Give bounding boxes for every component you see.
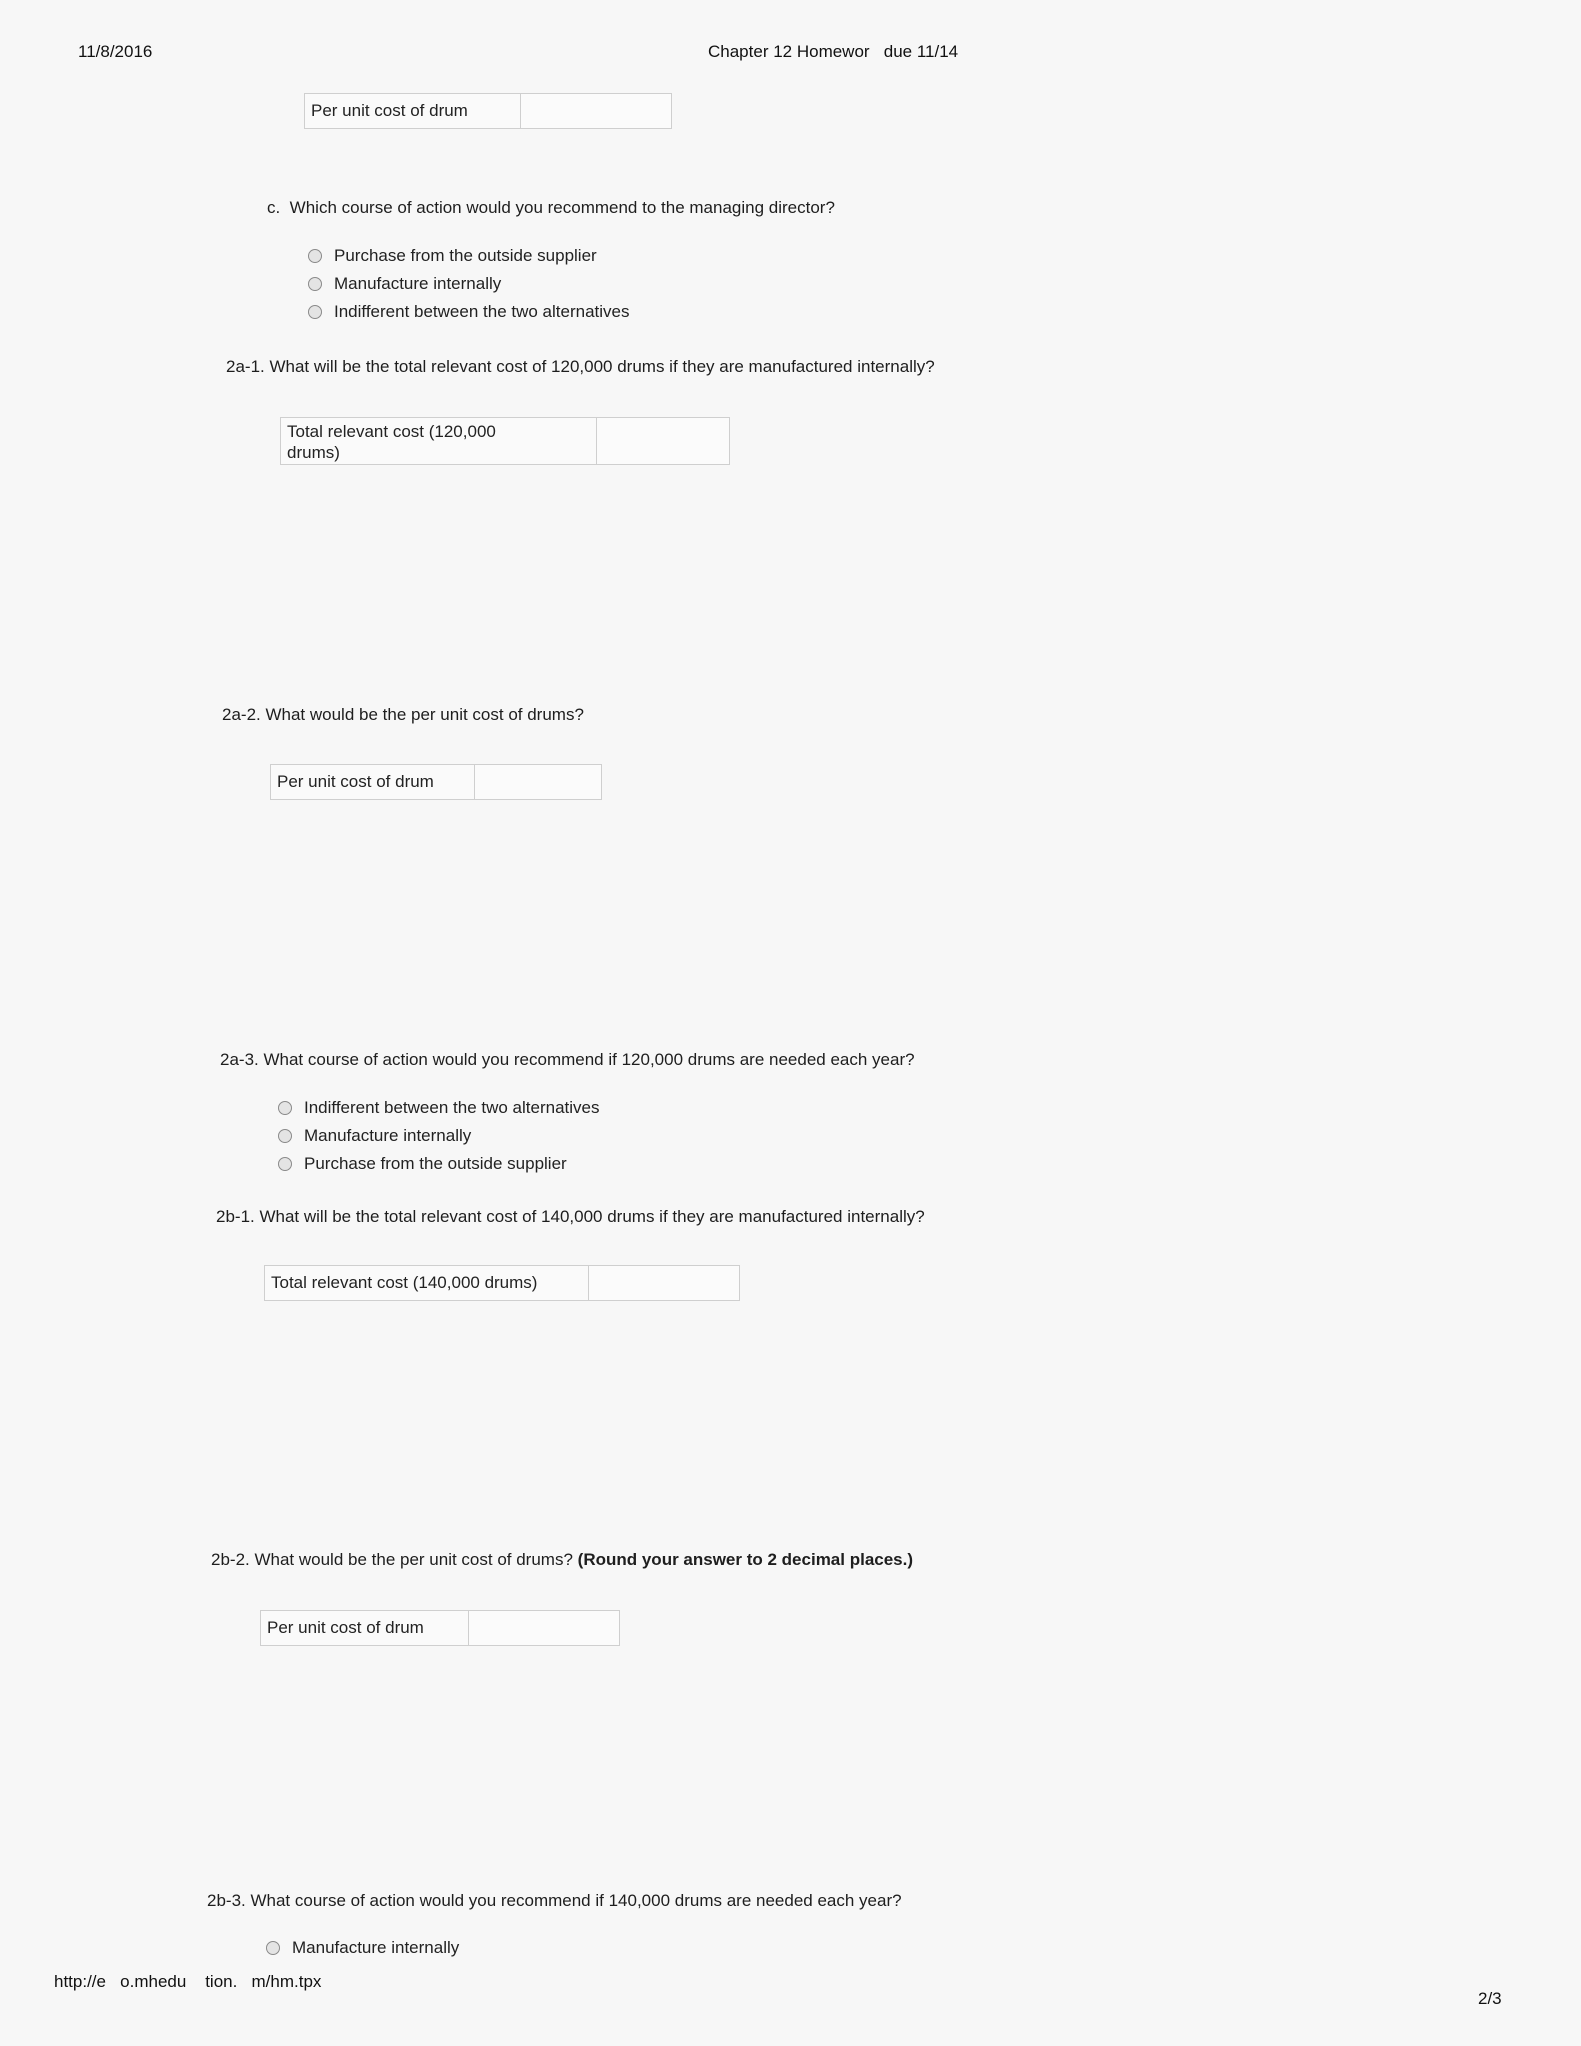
option-label: Indifferent between the two alternatives (304, 1098, 600, 1117)
option-label: Purchase from the outside supplier (304, 1154, 567, 1173)
page-header-title: Chapter 12 Homewor due 11/14 (708, 42, 959, 61)
radio-icon[interactable] (266, 1941, 280, 1955)
option-purchase-outside[interactable] (278, 1150, 599, 1178)
question-2b-3: 2b-3. What course of action would you recommend if 140,000 drums are needed each year? (207, 1891, 902, 1910)
total-relevant-cost-box-140000 (264, 1265, 740, 1301)
question-2a-2: 2a-2. What would be the per unit cost of drums? (222, 705, 584, 724)
radio-icon[interactable] (308, 277, 322, 291)
label-line-1: Total relevant cost (120,000 (287, 422, 496, 441)
question-2a-1: 2a-1. What will be the total relevant cost of 120,000 drums if they are manufactured internally? (226, 357, 935, 376)
option-indifferent[interactable] (308, 298, 629, 326)
radio-icon[interactable] (278, 1157, 292, 1171)
question-2b-1: 2b-1. What will be the total relevant cost of 140,000 drums if they are manufactured internally? (216, 1207, 925, 1226)
radio-icon[interactable] (308, 249, 322, 263)
option-purchase-outside[interactable] (308, 242, 629, 270)
question-2b-2 (211, 1550, 913, 1570)
label-line-2: drums) (287, 443, 340, 462)
radio-icon[interactable] (278, 1101, 292, 1115)
option-label: Manufacture internally (292, 1938, 460, 1957)
per-unit-cost-box-2b-2 (260, 1610, 620, 1646)
footer-url: http://e o.mhedu tion. m/hm.tpx (54, 1972, 322, 1991)
page-number: 2/3 (1478, 1989, 1502, 2008)
option-manufacture-internally[interactable] (278, 1122, 599, 1150)
options-2a-3 (278, 1094, 599, 1178)
per-unit-cost-label: Per unit cost of drum (305, 94, 521, 128)
total-relevant-cost-label (281, 418, 597, 464)
per-unit-cost-input-2a-2[interactable] (475, 765, 601, 799)
per-unit-cost-label: Per unit cost of drum (261, 1611, 469, 1645)
option-label: Manufacture internally (304, 1126, 472, 1145)
option-label: Purchase from the outside supplier (334, 246, 597, 265)
option-manufacture-internally[interactable] (266, 1934, 459, 1962)
radio-icon[interactable] (278, 1129, 292, 1143)
options-1c (308, 242, 629, 326)
per-unit-cost-label: Per unit cost of drum (271, 765, 475, 799)
per-unit-cost-box-1b (304, 93, 672, 129)
radio-icon[interactable] (308, 305, 322, 319)
per-unit-cost-box-2a-2 (270, 764, 602, 800)
total-relevant-cost-box-120000 (280, 417, 730, 465)
per-unit-cost-input[interactable] (521, 94, 671, 128)
print-date: 11/8/2016 (78, 42, 153, 61)
option-indifferent[interactable] (278, 1094, 599, 1122)
per-unit-cost-input-2b-2[interactable] (469, 1611, 619, 1645)
total-relevant-cost-input-140000[interactable] (589, 1266, 739, 1300)
option-manufacture-internally[interactable] (308, 270, 629, 298)
total-relevant-cost-label: Total relevant cost (140,000 drums) (265, 1266, 589, 1300)
options-2b-3 (266, 1934, 459, 1962)
question-2a-3: 2a-3. What course of action would you recommend if 120,000 drums are needed each year? (220, 1050, 915, 1069)
question-text: 2b-2. What would be the per unit cost of drums? (211, 1550, 573, 1569)
question-1c: c. Which course of action would you recommend to the managing director? (267, 198, 835, 217)
option-label: Manufacture internally (334, 274, 502, 293)
total-relevant-cost-input-120000[interactable] (597, 418, 729, 464)
option-label: Indifferent between the two alternatives (334, 302, 630, 321)
rounding-note: (Round your answer to 2 decimal places.) (577, 1550, 914, 1569)
